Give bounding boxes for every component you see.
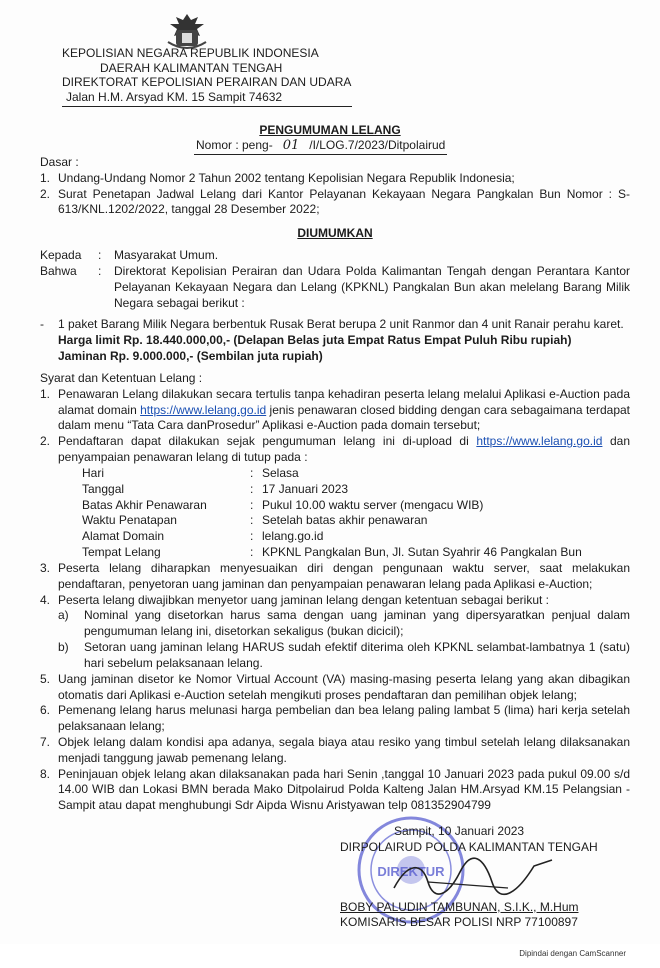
syarat-item-5 bbox=[40, 672, 630, 704]
syarat-item2-text-b: dan penyampaian penawaran lelang di tutup pada : bbox=[58, 434, 631, 465]
syarat-item-text: Uang jaminan disetor ke Nomor Virtual Account (VA) masing-masing peserta lelang yang akan dibagikan otomatis dari Aplikasi e-Auction setelah mengikuti proses pendaftaran dan pemilihan objek lelang; bbox=[58, 671, 630, 702]
syarat-label: Syarat dan Ketentuan Lelang : bbox=[40, 370, 203, 385]
harga-limit: Harga limit Rp. 18.440.000,00,- (Delapan Belas juta Empat Ratus Empat Puluh Ribu rupiah) bbox=[58, 333, 572, 348]
document-number bbox=[194, 137, 447, 155]
dasar-item-number: 1. bbox=[40, 170, 51, 185]
paket-bullet: - bbox=[40, 317, 44, 332]
syarat-item4-text: Peserta lelang diwajibkan menyetor uang jaminan lelang dengan ketentuan sebagai berikut : bbox=[58, 592, 549, 607]
sub-item-letter: a) bbox=[58, 608, 69, 623]
schedule-value: Selasa bbox=[262, 465, 299, 480]
signer-rank: KOMISARIS BESAR POLISI NRP 77100897 bbox=[340, 915, 578, 930]
syarat-item-number: 7. bbox=[40, 734, 51, 749]
lelang-link[interactable]: https://www.lelang.go.id bbox=[140, 402, 267, 417]
syarat-item-number: 5. bbox=[40, 671, 51, 686]
bahwa-value: Direktorat Kepolisian Perairan dan Udara Polda Kalimantan Tengah dengan Perantara Kantor Pelayanan Kekayaan Negara dan Lelang (KPKNL) Pangkalan Bun akan melelang Barang Milik Negara sebagai berikut : bbox=[114, 263, 630, 310]
kepada-label: Kepada bbox=[40, 248, 82, 263]
bahwa-row: Bahwa : Direktorat Kepolisian Perairan dan Udara Polda Kalimantan Tengah dengan Perantara Kantor Pelayanan Kekayaan Negara dan Lelang (KPKNL) Pangkalan Bun akan melelang Barang Milik Negara sebagai berikut : bbox=[40, 263, 630, 310]
syarat-item-text bbox=[58, 387, 630, 434]
syarat-item-7 bbox=[40, 735, 630, 767]
kepada-row: Kepada : Masyarakat Umum. bbox=[40, 248, 630, 264]
syarat-item-4 bbox=[40, 593, 630, 672]
syarat-item-text: Objek lelang dalam kondisi apa adanya, segala biaya atau resiko yang timbul setelah lelang dilaksanakan menjadi tanggung jawab pemenang lelang. bbox=[58, 734, 630, 765]
schedule-key: Alamat Domain bbox=[82, 529, 165, 544]
diumumkan-heading: DIUMUMKAN bbox=[297, 226, 373, 241]
letterhead-line-2: DAERAH KALIMANTAN TENGAH bbox=[100, 60, 283, 75]
schedule-key: Batas Akhir Penawaran bbox=[82, 497, 207, 512]
schedule-table bbox=[40, 466, 630, 561]
schedule-value: 17 Januari 2023 bbox=[262, 481, 349, 496]
dasar-item-number: 2. bbox=[40, 186, 51, 201]
jaminan: Jaminan Rp. 9.000.000,- (Sembilan juta rupiah) bbox=[58, 349, 323, 364]
syarat-item-2 bbox=[40, 434, 630, 466]
schedule-key: Hari bbox=[82, 465, 105, 480]
syarat-item-text bbox=[58, 434, 630, 466]
signature-block bbox=[340, 824, 620, 931]
sub-item-letter: b) bbox=[58, 640, 69, 655]
syarat-item-text bbox=[58, 593, 630, 672]
nomor-prefix: Nomor : peng- bbox=[196, 138, 273, 152]
schedule-key: Tempat Lelang bbox=[82, 545, 161, 560]
syarat-item1-text-a: Penawaran Lelang dilakukan secara tertulis tanpa kehadiran peserta lelang melalui Aplikasi e-Auction pada alamat domain bbox=[58, 386, 630, 417]
document-body bbox=[40, 155, 630, 814]
schedule-row: Alamat Domain : lelang.go.id bbox=[82, 529, 630, 545]
nomor-suffix: /I/LOG.7/2023/Ditpolairud bbox=[309, 138, 446, 152]
schedule-row: Hari : Selasa bbox=[82, 466, 630, 482]
dasar-item-text: Undang-Undang Nomor 2 Tahun 2002 tentang Kepolisian Negara Republik Indonesia; bbox=[58, 170, 515, 185]
syarat-item-number: 1. bbox=[40, 386, 51, 401]
nomor-handwritten: 01 bbox=[282, 138, 300, 153]
sub-item bbox=[58, 640, 630, 672]
schedule-value: Setelah batas akhir penawaran bbox=[262, 513, 428, 528]
sub-item-text: Setoran uang jaminan lelang HARUS sudah efektif diterima oleh KPKNL selambat-lambatnya 1 (satu) hari sebelum pelaksanaan lelang. bbox=[84, 640, 630, 670]
syarat-item-number: 4. bbox=[40, 592, 51, 607]
document-title: PENGUMUMAN LELANG bbox=[259, 123, 401, 137]
schedule-key: Tanggal bbox=[82, 481, 125, 496]
syarat-item-number: 8. bbox=[40, 766, 51, 781]
syarat-item-8 bbox=[40, 767, 630, 814]
dasar-label: Dasar : bbox=[40, 155, 79, 169]
signer-name: BOBY PALUDIN TAMBUNAN, S.I.K., M.Hum bbox=[340, 899, 579, 914]
schedule-row: Tempat Lelang : KPKNL Pangkalan Bun, Jl. Sutan Syahrir 46 Pangkalan Bun bbox=[82, 545, 630, 561]
letterhead-line-1: KEPOLISIAN NEGARA REPUBLIK INDONESIA bbox=[62, 46, 319, 60]
schedule-value: lelang.go.id bbox=[262, 529, 324, 544]
syarat-item1-text-b: jenis penawaran closed bidding dengan cara sebagaimana terdapat dalam menu “Tata Cara danProsedur” Aplikasi e-Auction pada domain tersebut; bbox=[58, 402, 631, 433]
syarat-item2-text-a: Pendaftaran dapat dilakukan sejak pengumuman lelang ini di-upload di bbox=[58, 434, 477, 449]
syarat-item-number: 3. bbox=[40, 560, 51, 575]
dasar-item-text: Surat Penetapan Jadwal Lelang dari Kantor Pelayanan Kekayaan Negara Pangkalan Bun Nomor : S-613/KNL.1202/2022, tanggal 28 Desember 2022; bbox=[58, 186, 630, 217]
dasar-item bbox=[40, 187, 630, 219]
dasar-item bbox=[40, 171, 630, 187]
paket-item bbox=[40, 317, 630, 333]
scanner-footer: Dipindai dengan CamScanner bbox=[519, 949, 626, 958]
sub-item-text: Nominal yang disetorkan harus sama dengan uang jaminan yang dipersyaratkan penjual dalam pengumuman lelang ini, disetorkan sekaligus (bukan dicicil); bbox=[84, 608, 630, 639]
lelang-link[interactable]: https://www.lelang.go.id bbox=[476, 434, 603, 449]
schedule-key: Waktu Penatapan bbox=[82, 513, 177, 528]
schedule-row: Batas Akhir Penawaran : Pukul 10.00 waktu server (mengacu WIB) bbox=[82, 498, 630, 514]
syarat-item-3 bbox=[40, 561, 630, 593]
syarat-item-text: Peserta lelang diharapkan menyesuaikan diri dengan pengunaan waktu server, saat melakukan pendaftaran, penyetoran uang jaminan dan penyampaian penawaran lelang pada Aplikasi e-Auction; bbox=[58, 560, 630, 591]
letterhead-line-3: DIREKTORAT KEPOLISIAN PERAIRAN DAN UDARA bbox=[62, 75, 352, 89]
signer-position: DIRPOLAIRUD POLDA KALIMANTAN TENGAH bbox=[340, 839, 598, 854]
letterhead-line-4: Jalan H.M. Arsyad KM. 15 Sampit 74632 bbox=[66, 89, 283, 104]
bahwa-label: Bahwa bbox=[40, 263, 77, 278]
syarat-item-6 bbox=[40, 703, 630, 735]
kepada-value: Masyarakat Umum. bbox=[114, 248, 219, 263]
syarat-item-1 bbox=[40, 387, 630, 434]
schedule-row: Waktu Penatapan : Setelah batas akhir penawaran bbox=[82, 513, 630, 529]
paket-text: 1 paket Barang Milik Negara berbentuk Rusak Berat berupa 2 unit Ranmor dan 4 unit Ranair perahu karet. bbox=[58, 317, 624, 332]
syarat-item-number: 6. bbox=[40, 703, 51, 718]
syarat-item-number: 2. bbox=[40, 434, 51, 449]
letterhead-divider bbox=[62, 106, 352, 107]
sub-item bbox=[58, 608, 630, 640]
place-date: Sampit, 10 Januari 2023 bbox=[394, 824, 525, 838]
letterhead bbox=[62, 46, 352, 107]
schedule-row: Tanggal : 17 Januari 2023 bbox=[82, 482, 630, 498]
syarat-item-text: Peninjauan objek lelang akan dilaksanakan pada hari Senin ,tanggal 10 Januari 2023 pada pukul 09.00 s/d 14.00 WIB dan Lokasi BMN berada Mako Ditpolairud Polda Kalteng Jalan HM.Arsyad KM.15 Pelangsian - Sampit atau dapat menghubungi Sdr Aipda Wisnu Aristyawan telp 081352904799 bbox=[58, 766, 630, 813]
syarat-item-text: Pemenang lelang harus melunasi harga pembelian dan bea lelang paling lambat 5 (lima) hari kerja setelah pelaksanaan lelang; bbox=[58, 703, 630, 734]
schedule-value: KPKNL Pangkalan Bun, Jl. Sutan Syahrir 46 Pangkalan Bun bbox=[262, 545, 582, 560]
schedule-value: Pukul 10.00 waktu server (mengacu WIB) bbox=[262, 497, 484, 512]
stamp-text: DIREKTUR bbox=[377, 864, 445, 879]
